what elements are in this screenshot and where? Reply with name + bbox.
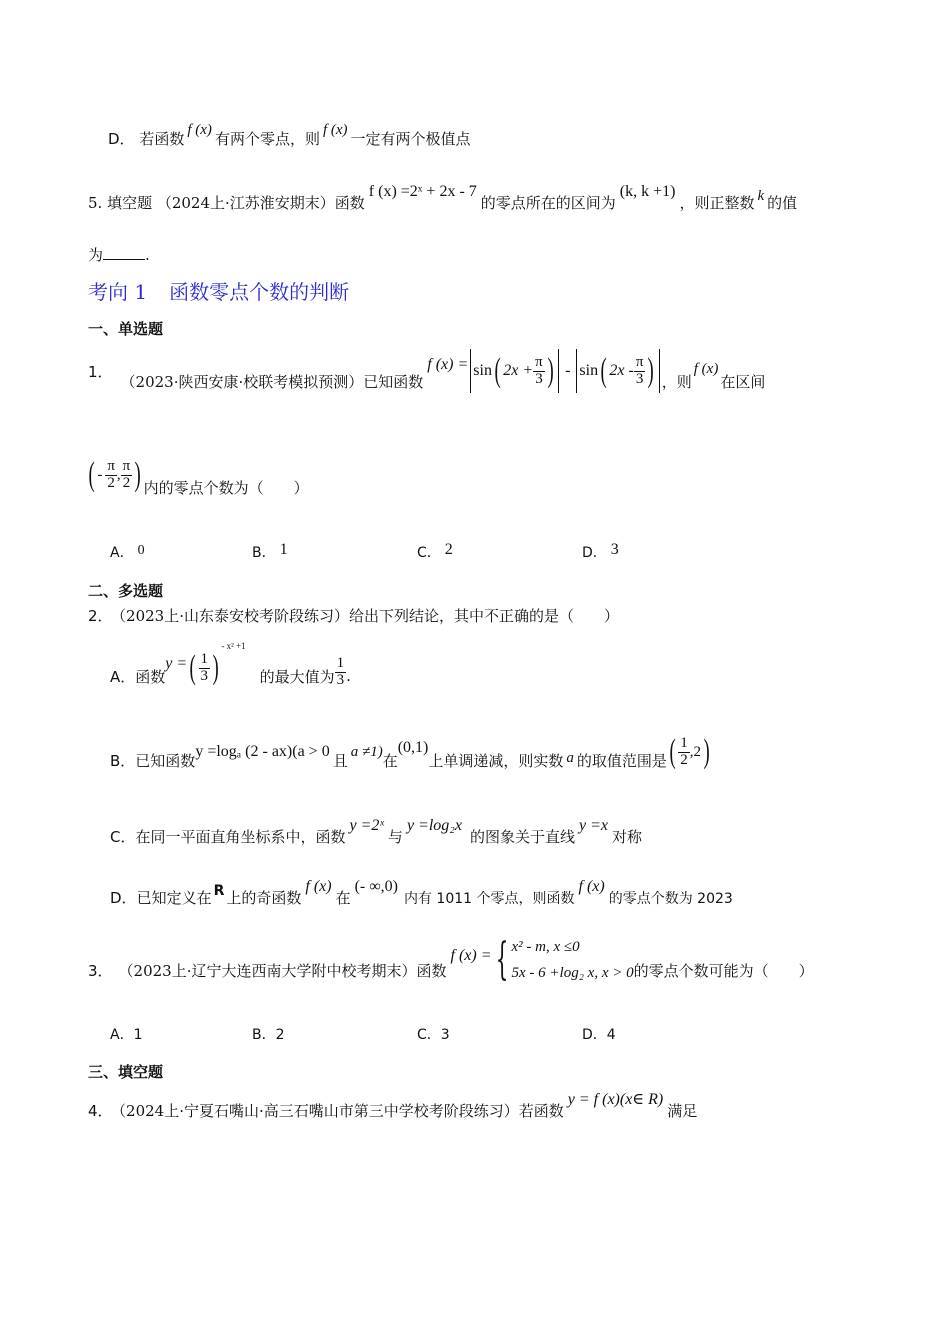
option-text: 内有 1011 个零点，则函数 [403,891,575,907]
paren-right: ) [703,733,710,770]
option-value: 3 [440,1027,450,1043]
q1-interval-line [86,452,309,498]
frac-num: 1 [680,734,688,751]
period: . [145,246,150,264]
option-text: 上单调递减，则实数 [428,751,564,770]
option-label: D． [108,130,135,148]
fraction [199,652,211,685]
math-sin: sin [579,362,599,379]
paren-right: ) [212,649,219,686]
question-number: 3． [88,961,113,980]
option-label: A． [110,667,136,686]
brace: { [495,934,508,985]
answer-blank[interactable] [103,247,145,260]
option-text: 对称 [611,828,642,846]
section-multi-choice: 二、多选题 [88,582,164,600]
frac-den: 2 [680,751,688,768]
q1-option-d[interactable] [582,542,619,562]
option-text: 在 [335,889,351,907]
prev-option-d [108,122,471,149]
q1-option-a[interactable] [110,542,145,562]
option-label: D． [582,545,607,561]
paren-left: ( [600,352,607,389]
option-value: 1 [279,541,288,558]
question-text: 的零点所在的区间为 [480,194,616,212]
option-value: 1 [133,1027,143,1043]
q4-stem [88,1091,698,1121]
option-text: 函数 [135,667,166,686]
math-fx: f (x) [578,878,605,895]
q2-option-d[interactable] [110,878,733,908]
math-fx: f (x) [693,360,719,377]
option-text: 的取值范围是 [576,751,667,770]
option-text: 已知函数 [135,751,196,770]
option-value: 3 [610,541,619,558]
option-label: C． [417,545,441,561]
frac-num: π [122,457,131,474]
math-fx: f (x) [187,122,212,138]
option-text: 且 [332,751,348,770]
option-text: 上的奇函数 [226,889,302,907]
q3-option-d[interactable] [582,1024,616,1044]
math-formula: y =x [578,817,608,834]
option-text: 一定有两个极值点 [350,130,471,148]
q1-stem [88,346,765,396]
option-text: 的图象关于直线 [469,828,575,846]
paren-right: ) [647,352,655,389]
frac-num: 1 [200,650,209,667]
q5-answer-line [88,244,150,265]
option-label: D． [110,889,137,907]
q1-option-c[interactable] [417,542,453,562]
question-number: 4． [88,1102,113,1120]
math-exponent: - x² +1 [221,641,246,651]
math-interval: (k, k +1) [619,183,676,200]
math-minus: - [565,362,571,379]
option-label: B． [110,751,136,770]
math-interval [667,735,712,769]
abs-bar [470,349,471,393]
abs-bar [576,349,577,393]
q2-option-c[interactable] [110,817,642,847]
math-real-set: R [213,883,225,899]
fraction [634,355,646,388]
question-text: 在区间 [720,372,766,391]
question-text: 内的零点个数为（ ） [143,478,309,497]
option-label: C． [110,828,136,846]
math-fx: f (x) [322,122,348,138]
option-text: 已知定义在 [136,889,212,907]
frac-num: π [535,353,543,370]
option-label: D． [582,1027,607,1043]
math-formula: y =2ˣ [349,817,384,834]
option-text: 与 [387,828,403,846]
option-value: 0 [137,543,145,558]
question-number: 1． [88,362,113,381]
question-number: 2． [88,607,113,625]
math-interval: (0,1) [397,739,429,756]
frac-den: 3 [535,370,543,387]
q2-option-a[interactable] [110,640,351,696]
math-formula: f (x) =2ˣ + 2x - 7 [368,183,477,200]
math-fx: f (x) [305,878,332,895]
math-lhs: y = [165,655,188,672]
math-arg: 2x - [609,362,634,379]
math-formula [427,349,661,393]
frac-num: π [107,457,115,474]
paren-left: ( [669,733,676,770]
paren-right: ) [134,456,142,493]
math-minus: - [97,466,103,483]
question-text: 的零点个数可能为（ ） [633,961,814,980]
question-source: （2024上·宁夏石嘴山·高三石嘴山市第三中学校考阶段练习）若函数 [118,1102,564,1120]
fraction [678,736,690,769]
math-lhs: f (x) = [450,947,492,964]
case-1: x² - m, x ≤0 [511,939,580,955]
question-text: ，则正整数 [679,194,755,212]
option-value: 2 [275,1027,285,1043]
option-text: 的零点个数为 2023 [608,891,733,907]
frac-den: 3 [336,671,345,688]
option-value: 2 [444,541,453,558]
paren-left: ( [88,456,95,493]
frac-den: 3 [200,667,209,684]
frac-den: 2 [122,474,131,491]
paren-right: ) [547,352,554,389]
abs-bar [558,349,559,393]
option-value: 4 [606,1027,616,1043]
math-lhs: f (x) = [427,356,469,373]
question-source: 5. 填空题 （2024上·江苏淮安期末）函数 [88,194,365,212]
question-text: 满足 [667,1102,698,1120]
option-label: B． [252,545,276,561]
question-text: ，则 [661,372,692,391]
frac-num: 1 [336,654,345,671]
question-text: 为 [88,246,104,264]
math-formula: y = f (x)(x∈ R) [567,1091,664,1108]
fraction [121,459,133,492]
frac-den: 3 [635,370,644,387]
math-interval: (- ∞,0) [354,878,398,895]
q3-stem [88,930,814,990]
math-interval [86,458,144,492]
math-formula: y =logₐ (2 - ax)(a > 0 [195,743,330,760]
heading-title: 函数零点个数的判断 [169,280,350,304]
paren-left: ( [189,649,196,686]
math-formula [165,641,246,686]
math-formula: y =log₂x [406,817,462,834]
q3-option-c[interactable] [417,1024,450,1044]
math-comma: , [116,466,121,483]
abs-bar [659,349,660,393]
option-text: 有两个零点，则 [214,130,320,148]
q5-fill-question [88,183,798,213]
option-label: B． [252,1027,276,1043]
q3-option-a[interactable] [110,1024,143,1044]
option-label: C． [417,1027,441,1043]
option-label: A． [110,1027,134,1043]
q1-option-b[interactable] [252,542,288,562]
heading-label: 考向 1 [88,280,148,304]
question-source: （2023·陕西安康·校联考模拟预测）已知函数 [120,372,424,391]
option-text: 在同一平面直角坐标系中，函数 [135,828,346,846]
paren-left: ( [494,352,501,389]
question-text: （2023上·山东泰安校考阶段练习）给出下列结论，其中不正确的是（ ） [118,607,619,625]
section-single-choice: 一、单选题 [88,320,164,338]
frac-num: π [635,353,644,370]
q2-option-b[interactable] [110,728,712,776]
option-label: A． [110,545,134,561]
math-arg: 2x + [503,362,534,379]
fraction [335,656,347,689]
case-2: 5x - 6 +log₂ x, x > 0 [511,965,634,981]
option-text: 在 [382,751,398,770]
frac-den: 2 [107,474,115,491]
q3-option-b[interactable] [252,1024,285,1044]
section-fill-blank: 三、填空题 [88,1063,164,1081]
piecewise-cases [512,934,634,986]
section-heading [88,276,349,305]
period: . [346,667,351,685]
math-condition: a ≠1) [350,743,383,760]
math-var: a [566,749,574,766]
math-sin: sin [473,362,492,379]
q2-stem [88,605,619,626]
option-text: 的最大值为 [259,667,335,686]
question-source: （2023上·辽宁大连西南大学附中校考期末）函数 [118,961,447,980]
math-upper: ,2 [689,743,701,760]
math-var: k [757,188,765,204]
option-text: 若函数 [139,130,185,148]
fraction [533,355,545,388]
question-text: 的值 [767,194,798,212]
fraction [105,459,117,492]
